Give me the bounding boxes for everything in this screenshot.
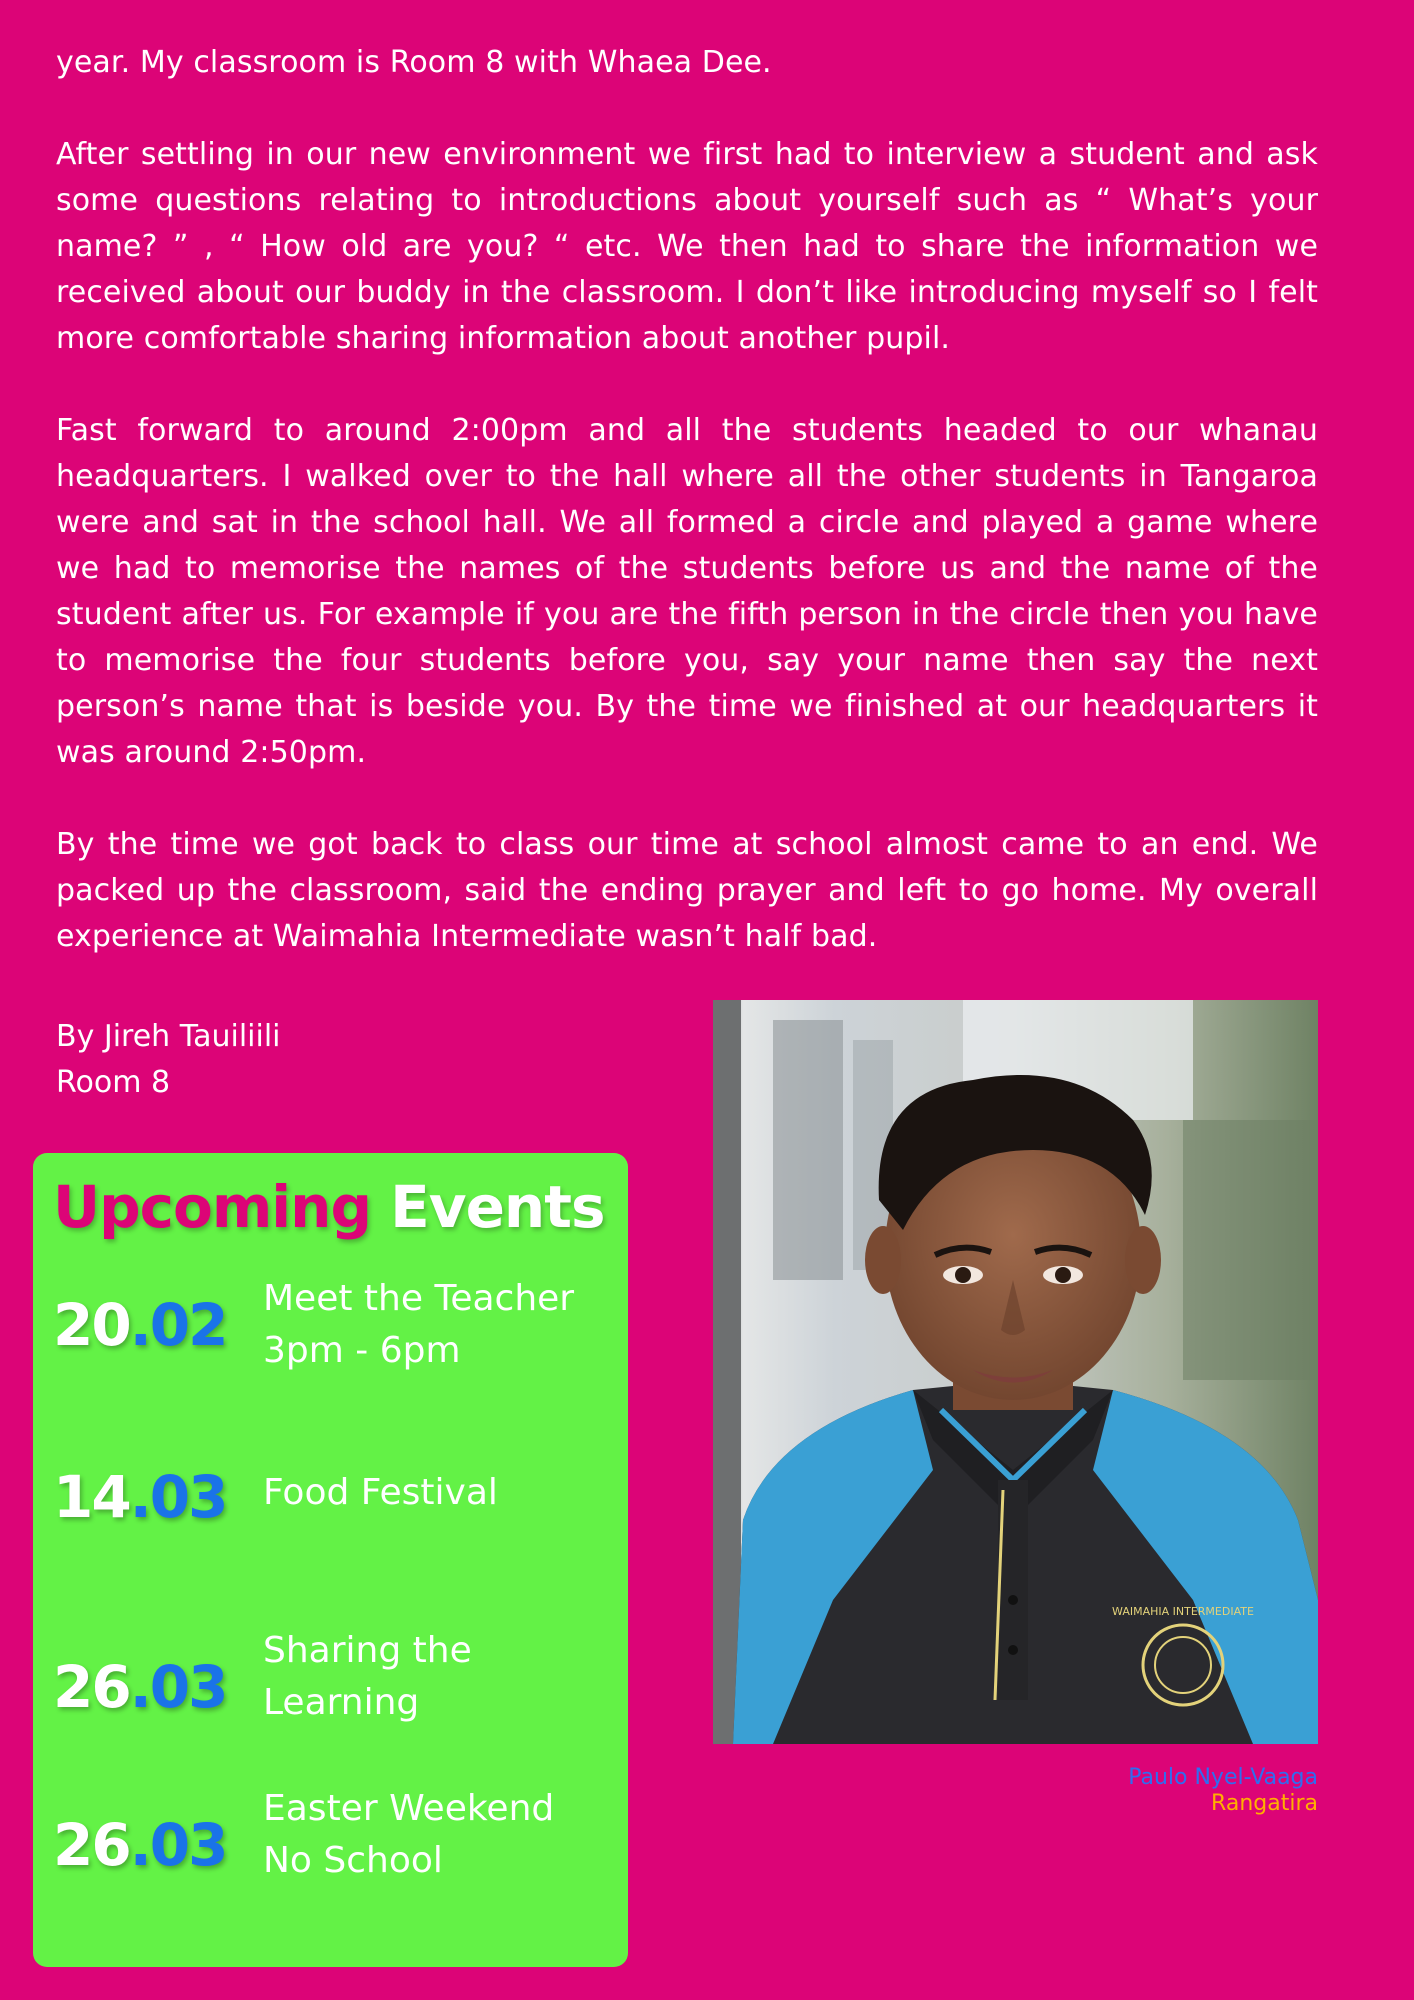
- event-line1: Meet the Teacher: [263, 1278, 575, 1319]
- event-date-separator: .: [129, 1811, 150, 1879]
- caption-role: Rangatira: [1211, 1791, 1318, 1816]
- byline-room: Room 8: [56, 1065, 171, 1100]
- photo-caption: [1128, 1765, 1318, 1817]
- event-description: [263, 1467, 613, 1519]
- article-byline: [56, 1014, 281, 1106]
- event-date-separator: .: [129, 1463, 150, 1531]
- event-line1: Food Festival: [263, 1472, 498, 1513]
- event-line2: 3pm - 6pm: [263, 1330, 461, 1371]
- event-line1: Sharing the: [263, 1630, 472, 1671]
- article-body: [56, 40, 1318, 1006]
- event-description: [263, 1273, 613, 1377]
- event-month: 03: [149, 1653, 227, 1721]
- event-day: 14: [53, 1463, 130, 1531]
- events-title-word2: Events: [390, 1173, 605, 1241]
- event-month: 02: [149, 1291, 227, 1359]
- upcoming-events-title: [53, 1173, 604, 1241]
- student-portrait-photo: [713, 1000, 1318, 1744]
- event-line2: No School: [263, 1840, 443, 1881]
- events-title-word1: Upcoming: [53, 1173, 371, 1241]
- article-paragraph: year. My classroom is Room 8 with Whaea Dee.: [56, 45, 772, 80]
- article-paragraph: After settling in our new environment we first had to interview a student and ask some questions relating to introductions about yourself such as “ What’s your name? ” , “ How old are you? “ etc. We then had to share the information we received about our buddy in the classroom. I don’t like introducing myself so I felt more comfortable sharing information about another pupil.: [56, 137, 1318, 356]
- byline-author: By Jireh Tauiliili: [56, 1019, 281, 1054]
- upcoming-events-card: [33, 1153, 628, 1967]
- event-line2: Learning: [263, 1682, 420, 1723]
- event-date: [53, 1291, 226, 1359]
- event-date-separator: .: [129, 1291, 150, 1359]
- event-month: 03: [149, 1811, 227, 1879]
- event-day: 26: [53, 1653, 130, 1721]
- event-description: [263, 1625, 613, 1729]
- caption-name: Paulo Nyel-Vaaga: [1128, 1765, 1318, 1790]
- event-month: 03: [149, 1463, 227, 1531]
- event-line1: Easter Weekend: [263, 1788, 555, 1829]
- event-date: [53, 1463, 226, 1531]
- event-date: [53, 1653, 226, 1721]
- event-day: 20: [53, 1291, 130, 1359]
- event-date-separator: .: [129, 1653, 150, 1721]
- event-date: [53, 1811, 226, 1879]
- article-paragraph: By the time we got back to class our time at school almost came to an end. We packed up the classroom, said the ending prayer and left to go home. My overall experience at Waimahia Intermediate wasn’t half bad.: [56, 827, 1318, 954]
- school-badge-text: WAIMAHIA INTERMEDIATE: [1112, 1605, 1254, 1618]
- portrait-illustration: [713, 1000, 1318, 1744]
- event-day: 26: [53, 1811, 130, 1879]
- event-description: [263, 1783, 613, 1887]
- article-paragraph: Fast forward to around 2:00pm and all the students headed to our whanau headquarters. I walked over to the hall where all the other students in Tangaroa were and sat in the school hall. We all formed a circle and played a game where we had to memorise the names of the students before us and the name of the student after us. For example if you are the fifth person in the circle then you have to memorise the four students before you, say your name then say the next person’s name that is beside you. By the time we finished at our headquarters it was around 2:50pm.: [56, 413, 1318, 770]
